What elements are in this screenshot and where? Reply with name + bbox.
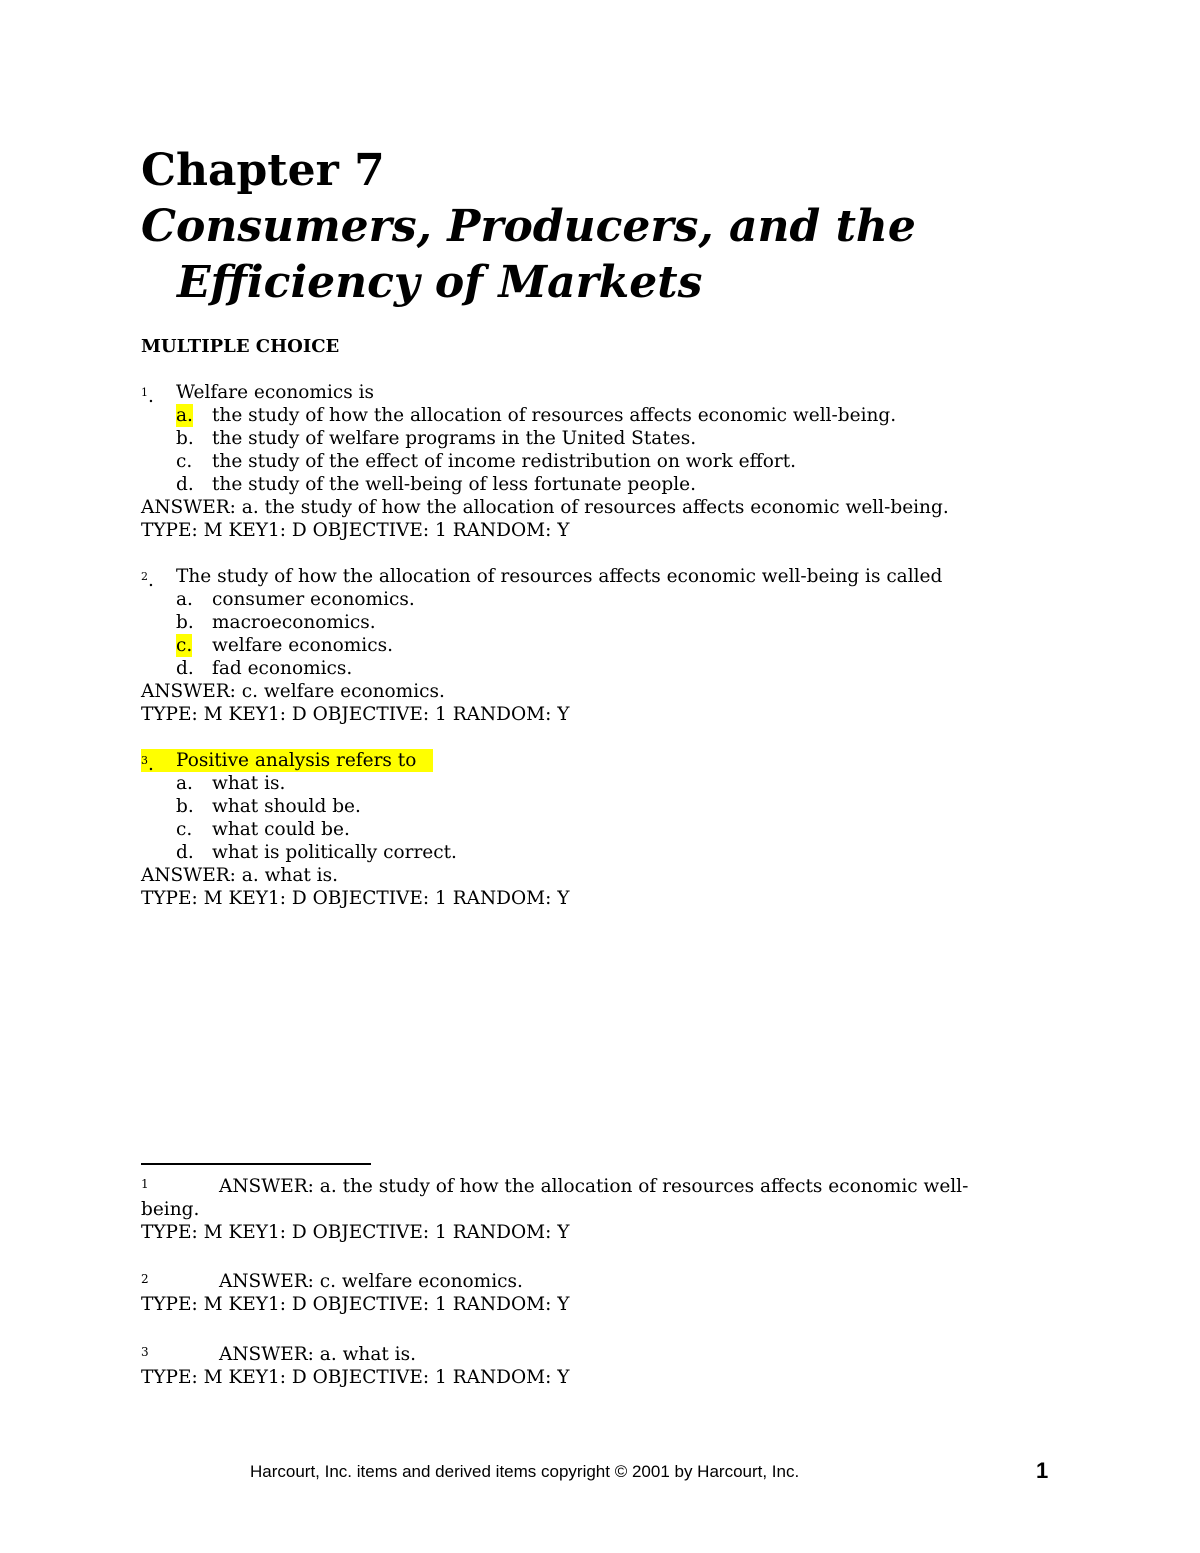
option-text: macroeconomics.: [212, 612, 376, 633]
copyright-footer: Harcourt, Inc. items and derived items copyright © 2001 by Harcourt, Inc.: [250, 1462, 800, 1481]
footnote-answer-continued: being.: [141, 1199, 200, 1220]
meta-line: TYPE: M KEY1: D OBJECTIVE: 1 RANDOM: Y: [141, 704, 570, 725]
question-text: Positive analysis refers to: [176, 750, 417, 771]
question-number: $^2$.: [141, 570, 154, 591]
option-c: [141, 634, 1041, 657]
option-d: [141, 657, 1041, 680]
footnote-meta: TYPE: M KEY1: D OBJECTIVE: 1 RANDOM: Y: [141, 1294, 570, 1315]
question-text: The study of how the allocation of resources affects economic well-being is called: [176, 566, 943, 587]
question-1: [141, 381, 1041, 542]
option-text: the study of how the allocation of resources affects economic well-being.: [212, 405, 897, 426]
footnote-meta: TYPE: M KEY1: D OBJECTIVE: 1 RANDOM: Y: [141, 1367, 570, 1388]
question-stem: [141, 749, 1041, 775]
option-a: [141, 588, 1041, 611]
option-letter: d.: [176, 474, 194, 495]
question-number: $^3$.: [141, 754, 154, 775]
option-text: what could be.: [212, 819, 350, 840]
option-a: [141, 772, 1041, 795]
question-2: [141, 565, 1041, 726]
question-text: Welfare economics is: [176, 382, 375, 403]
option-text: the study of the well-being of less fortunate people.: [212, 474, 696, 495]
chapter-title-line-1: Consumers, Producers, and the: [141, 201, 916, 252]
chapter-heading: Chapter 7: [141, 145, 385, 196]
option-text: consumer economics.: [212, 589, 415, 610]
footnote-2: [141, 1270, 1041, 1316]
option-letter: a.: [176, 773, 193, 794]
footnote-3: [141, 1343, 1041, 1389]
option-letter: d.: [176, 842, 194, 863]
footnote-number: 2: [141, 1272, 149, 1286]
option-c: [141, 450, 1041, 473]
question-number: $^1$.: [141, 386, 154, 407]
option-text: what should be.: [212, 796, 361, 817]
option-letter: c.: [176, 635, 193, 656]
footnote-answer: ANSWER: a. the study of how the allocation of resources affects economic well-: [219, 1176, 969, 1197]
option-b: [141, 611, 1041, 634]
option-text: what is.: [212, 773, 286, 794]
footnote-separator: [141, 1163, 371, 1165]
option-text: welfare economics.: [212, 635, 393, 656]
question-3: [141, 749, 1041, 910]
chapter-title-line-2: Efficiency of Markets: [177, 257, 703, 308]
question-stem: [141, 565, 1041, 591]
option-d: [141, 473, 1041, 496]
option-letter: a.: [176, 405, 193, 426]
option-letter: b.: [176, 612, 194, 633]
option-c: [141, 818, 1041, 841]
question-stem: [141, 381, 1041, 407]
option-d: [141, 841, 1041, 864]
answer-line: ANSWER: c. welfare economics.: [141, 681, 445, 702]
option-letter: a.: [176, 589, 193, 610]
option-text: the study of welfare programs in the United States.: [212, 428, 697, 449]
option-letter: d.: [176, 658, 194, 679]
option-b: [141, 427, 1041, 450]
option-letter: b.: [176, 428, 194, 449]
option-letter: c.: [176, 451, 193, 472]
footnote-answer: ANSWER: a. what is.: [219, 1344, 416, 1365]
option-b: [141, 795, 1041, 818]
option-letter: c.: [176, 819, 193, 840]
option-letter: b.: [176, 796, 194, 817]
footnote-number: 3: [141, 1345, 149, 1359]
option-text: what is politically correct.: [212, 842, 457, 863]
answer-line: ANSWER: a. the study of how the allocation of resources affects economic well-being.: [141, 497, 949, 518]
footnote-answer: ANSWER: c. welfare economics.: [219, 1271, 523, 1292]
meta-line: TYPE: M KEY1: D OBJECTIVE: 1 RANDOM: Y: [141, 888, 570, 909]
page-number: 1: [1036, 1458, 1049, 1483]
section-heading: MULTIPLE CHOICE: [141, 336, 340, 357]
meta-line: TYPE: M KEY1: D OBJECTIVE: 1 RANDOM: Y: [141, 520, 570, 541]
option-text: the study of the effect of income redistribution on work effort.: [212, 451, 797, 472]
option-text: fad economics.: [212, 658, 353, 679]
footnote-1: [141, 1175, 1041, 1244]
answer-line: ANSWER: a. what is.: [141, 865, 338, 886]
footnote-number: 1: [141, 1177, 149, 1191]
option-a: [141, 404, 1041, 427]
footnote-meta: TYPE: M KEY1: D OBJECTIVE: 1 RANDOM: Y: [141, 1222, 570, 1243]
